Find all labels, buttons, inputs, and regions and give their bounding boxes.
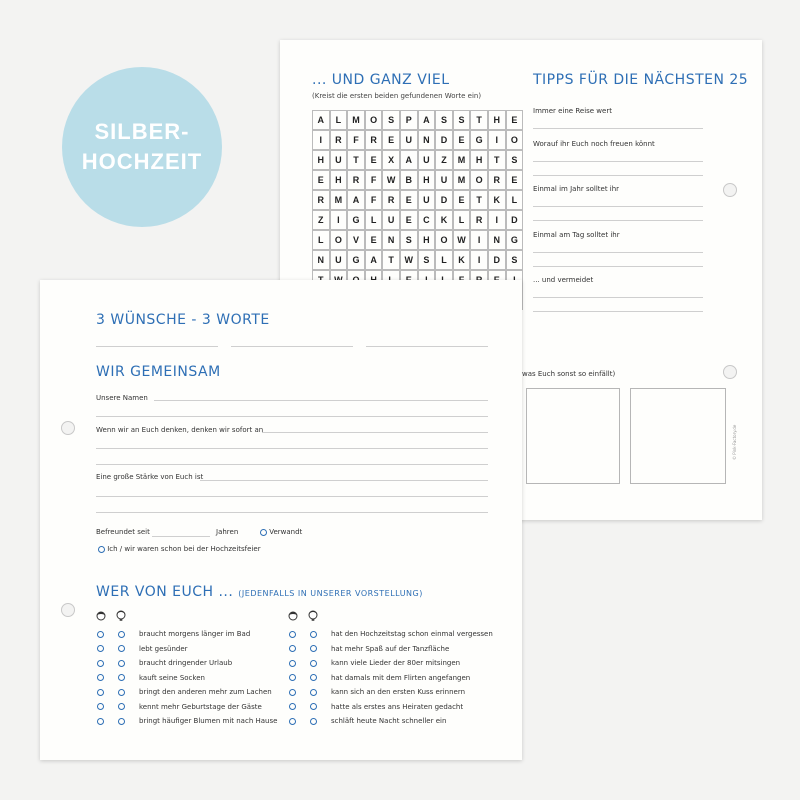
- bride-checkbox[interactable]: [97, 660, 104, 667]
- drawing-box: [526, 388, 620, 484]
- bride-checkbox[interactable]: [289, 674, 296, 681]
- grid-cell[interactable]: K: [453, 250, 471, 270]
- punch-hole: [61, 421, 75, 435]
- tip-item: [533, 185, 703, 221]
- groom-checkbox[interactable]: [118, 689, 125, 696]
- grid-cell[interactable]: L: [506, 190, 524, 210]
- grid-cell[interactable]: W: [400, 250, 418, 270]
- grid-cell[interactable]: R: [347, 170, 365, 190]
- grid-cell[interactable]: H: [470, 150, 488, 170]
- who-item-label: bringt den anderen mehr zum Lachen: [139, 688, 272, 696]
- who-item-label: hat damals mit dem Flirten angefangen: [331, 673, 471, 682]
- grid-cell[interactable]: R: [382, 190, 400, 210]
- tip-label: Einmal am Tag solltet ihr: [533, 231, 620, 239]
- strength-label: Eine große Stärke von Euch ist: [96, 473, 204, 481]
- wedding-option[interactable]: [98, 545, 261, 553]
- grid-cell[interactable]: W: [382, 170, 400, 190]
- grid-cell[interactable]: D: [488, 250, 506, 270]
- friends-years-line[interactable]: [152, 536, 210, 537]
- who-item-label: kann viele Lieder der 80er mitsingen: [331, 659, 461, 667]
- grid-cell[interactable]: E: [400, 210, 418, 230]
- grid-cell[interactable]: I: [488, 130, 506, 150]
- who-item-label: lebt gesünder: [139, 644, 188, 653]
- other-ideas-label: was Euch sonst so einfällt): [522, 370, 616, 378]
- who-title: [96, 584, 423, 600]
- who-item: [97, 717, 277, 725]
- grid-cell[interactable]: A: [418, 110, 436, 130]
- wish-line[interactable]: [96, 346, 218, 347]
- grid-cell[interactable]: O: [330, 230, 348, 250]
- grid-cell[interactable]: G: [347, 210, 365, 230]
- grid-cell[interactable]: L: [330, 110, 348, 130]
- think-line[interactable]: [262, 432, 488, 433]
- friends-label: Befreundet seit: [96, 528, 150, 536]
- who-item-label: kennt mehr Geburtstage der Gäste: [139, 702, 262, 711]
- who-item: [97, 645, 188, 653]
- grid-cell[interactable]: E: [506, 110, 524, 130]
- who-item: [97, 688, 272, 696]
- grid-cell[interactable]: N: [418, 130, 436, 150]
- who-title-text: WER VON EUCH ...: [96, 584, 234, 600]
- grid-cell[interactable]: P: [400, 110, 418, 130]
- grid-cell[interactable]: E: [453, 130, 471, 150]
- grid-cell[interactable]: S: [400, 230, 418, 250]
- groom-checkbox[interactable]: [310, 703, 317, 710]
- bride-checkbox[interactable]: [97, 674, 104, 681]
- grid-cell[interactable]: U: [382, 210, 400, 230]
- grid-cell[interactable]: T: [470, 190, 488, 210]
- front-card: [40, 280, 522, 760]
- bride-checkbox[interactable]: [289, 718, 296, 725]
- wedding-label: Ich / wir waren schon bei der Hochzeitsfeier: [107, 545, 261, 553]
- grid-cell[interactable]: U: [435, 170, 453, 190]
- grid-cell[interactable]: I: [488, 210, 506, 230]
- who-subtitle: (JEDENFALLS IN UNSERER VORSTELLUNG): [238, 589, 423, 598]
- grid-cell[interactable]: S: [435, 110, 453, 130]
- grid-cell[interactable]: T: [470, 110, 488, 130]
- related-option[interactable]: [260, 528, 302, 536]
- bride-checkbox[interactable]: [97, 689, 104, 696]
- grid-cell[interactable]: A: [312, 110, 330, 130]
- grid-cell[interactable]: T: [382, 250, 400, 270]
- groom-checkbox[interactable]: [310, 689, 317, 696]
- who-item-label: bringt häufiger Blumen mit nach Hause: [139, 717, 278, 725]
- grid-cell[interactable]: H: [418, 170, 436, 190]
- grid-cell[interactable]: D: [435, 130, 453, 150]
- who-item: [289, 688, 465, 696]
- grid-cell[interactable]: N: [312, 250, 330, 270]
- bride-icon: [288, 610, 298, 622]
- who-item: [289, 659, 460, 667]
- think-label: Wenn wir an Euch denken, denken wir sofort an: [96, 426, 264, 434]
- grid-cell[interactable]: G: [470, 130, 488, 150]
- grid-cell[interactable]: R: [470, 210, 488, 230]
- grid-cell[interactable]: S: [382, 110, 400, 130]
- grid-cell[interactable]: X: [382, 150, 400, 170]
- groom-checkbox[interactable]: [310, 718, 317, 725]
- groom-checkbox[interactable]: [118, 645, 125, 652]
- groom-icon: [308, 610, 318, 622]
- bride-checkbox[interactable]: [97, 631, 104, 638]
- grid-cell[interactable]: I: [470, 230, 488, 250]
- who-item: [97, 659, 232, 667]
- tip-item: [533, 140, 703, 176]
- who-item-label: hat mehr Spaß auf der Tanzfläche: [331, 644, 450, 653]
- word-search-title: ... UND GANZ VIEL: [312, 72, 450, 88]
- wish-line[interactable]: [366, 346, 488, 347]
- punch-hole: [723, 365, 737, 379]
- grid-cell[interactable]: E: [453, 190, 471, 210]
- grid-cell[interactable]: G: [347, 250, 365, 270]
- grid-cell[interactable]: T: [488, 150, 506, 170]
- who-item: [289, 674, 470, 682]
- who-item: [289, 645, 449, 653]
- grid-cell[interactable]: L: [453, 210, 471, 230]
- grid-cell[interactable]: T: [347, 150, 365, 170]
- groom-checkbox[interactable]: [118, 674, 125, 681]
- names-label: Unsere Namen: [96, 394, 148, 402]
- punch-hole: [61, 603, 75, 617]
- grid-cell[interactable]: U: [330, 150, 348, 170]
- grid-cell[interactable]: D: [435, 190, 453, 210]
- names-line[interactable]: [96, 416, 488, 417]
- wish-line[interactable]: [231, 346, 353, 347]
- grid-cell[interactable]: I: [312, 130, 330, 150]
- punch-hole: [723, 183, 737, 197]
- grid-cell[interactable]: Z: [312, 210, 330, 230]
- names-line[interactable]: [154, 400, 488, 401]
- who-item-label: kauft seine Socken: [139, 673, 205, 682]
- strength-line[interactable]: [96, 512, 488, 513]
- who-item: [289, 630, 493, 638]
- badge-line-2: HOCHZEIT: [81, 149, 203, 174]
- tip-item: [533, 107, 703, 129]
- grid-cell[interactable]: O: [365, 110, 383, 130]
- who-item: [289, 717, 446, 725]
- related-radio[interactable]: [260, 529, 267, 536]
- wishes-title: 3 WÜNSCHE - 3 WORTE: [96, 312, 270, 328]
- together-title: WIR GEMEINSAM: [96, 364, 221, 380]
- groom-checkbox[interactable]: [310, 645, 317, 652]
- grid-cell[interactable]: H: [330, 170, 348, 190]
- grid-cell[interactable]: L: [312, 230, 330, 250]
- grid-cell[interactable]: U: [330, 250, 348, 270]
- grid-cell[interactable]: M: [330, 190, 348, 210]
- bride-checkbox[interactable]: [97, 718, 104, 725]
- who-item-label: braucht morgens länger im Bad: [139, 630, 251, 638]
- wedding-radio[interactable]: [98, 546, 105, 553]
- tip-label: ... und vermeidet: [533, 276, 594, 284]
- grid-cell[interactable]: Z: [435, 150, 453, 170]
- bride-checkbox[interactable]: [289, 689, 296, 696]
- grid-cell[interactable]: I: [330, 210, 348, 230]
- copyright: © Pink-Factory.de: [732, 424, 737, 460]
- grid-cell[interactable]: I: [470, 250, 488, 270]
- grid-cell[interactable]: E: [382, 130, 400, 150]
- grid-cell[interactable]: A: [400, 150, 418, 170]
- grid-cell[interactable]: B: [400, 170, 418, 190]
- grid-cell[interactable]: K: [488, 190, 506, 210]
- tip-label: Einmal im Jahr solltet ihr: [533, 185, 620, 193]
- bride-checkbox[interactable]: [97, 645, 104, 652]
- grid-cell[interactable]: S: [453, 110, 471, 130]
- think-line[interactable]: [96, 448, 488, 449]
- badge-line-1: SILBER-: [94, 119, 190, 144]
- grid-cell[interactable]: O: [470, 170, 488, 190]
- grid-cell[interactable]: H: [488, 110, 506, 130]
- who-item-label: braucht dringender Urlaub: [139, 659, 233, 667]
- grid-cell[interactable]: L: [365, 210, 383, 230]
- groom-checkbox[interactable]: [118, 703, 125, 710]
- grid-cell[interactable]: U: [418, 150, 436, 170]
- word-search-subtitle: (Kreist die ersten beiden gefundenen Worte ein): [312, 92, 482, 100]
- bride-icon: [96, 610, 106, 622]
- grid-cell[interactable]: F: [365, 170, 383, 190]
- who-item: [97, 703, 262, 711]
- tip-label: Immer eine Reise wert: [533, 107, 612, 115]
- bride-checkbox[interactable]: [289, 631, 296, 638]
- who-item-label: hat den Hochzeitstag schon einmal vergessen: [331, 630, 493, 638]
- who-item-label: kann sich an den ersten Kuss erinnern: [331, 688, 466, 696]
- grid-cell[interactable]: R: [312, 190, 330, 210]
- related-label: Verwandt: [269, 528, 303, 536]
- groom-icon: [116, 610, 126, 622]
- grid-cell[interactable]: A: [347, 190, 365, 210]
- who-item: [289, 703, 463, 711]
- bride-checkbox[interactable]: [289, 703, 296, 710]
- groom-checkbox[interactable]: [118, 660, 125, 667]
- grid-cell[interactable]: H: [312, 150, 330, 170]
- grid-cell[interactable]: N: [488, 230, 506, 250]
- grid-cell[interactable]: R: [330, 130, 348, 150]
- who-item-label: hatte als erstes ans Heiraten gedacht: [331, 702, 464, 711]
- grid-cell[interactable]: C: [418, 210, 436, 230]
- silberhochzeit-badge: [62, 67, 222, 227]
- grid-cell[interactable]: F: [365, 190, 383, 210]
- think-line[interactable]: [96, 464, 488, 465]
- grid-cell[interactable]: S: [506, 250, 524, 270]
- who-item: [97, 674, 205, 682]
- bride-checkbox[interactable]: [289, 660, 296, 667]
- grid-cell[interactable]: D: [506, 210, 524, 230]
- groom-checkbox[interactable]: [118, 718, 125, 725]
- grid-cell[interactable]: U: [400, 130, 418, 150]
- grid-cell[interactable]: K: [435, 210, 453, 230]
- tip-item: [533, 276, 703, 312]
- drawing-box: [630, 388, 726, 484]
- grid-cell[interactable]: L: [435, 250, 453, 270]
- grid-cell[interactable]: M: [453, 150, 471, 170]
- grid-cell[interactable]: E: [400, 190, 418, 210]
- grid-cell[interactable]: F: [347, 130, 365, 150]
- grid-cell[interactable]: R: [365, 130, 383, 150]
- grid-cell[interactable]: S: [506, 150, 524, 170]
- grid-cell[interactable]: R: [488, 170, 506, 190]
- grid-cell[interactable]: M: [453, 170, 471, 190]
- groom-checkbox[interactable]: [118, 631, 125, 638]
- bride-checkbox[interactable]: [97, 703, 104, 710]
- grid-cell[interactable]: S: [418, 250, 436, 270]
- tips-title: TIPPS FÜR DIE NÄCHSTEN 25: [533, 72, 749, 88]
- grid-cell[interactable]: H: [418, 230, 436, 250]
- grid-cell[interactable]: W: [453, 230, 471, 250]
- groom-checkbox[interactable]: [310, 660, 317, 667]
- groom-checkbox[interactable]: [310, 674, 317, 681]
- grid-cell[interactable]: V: [347, 230, 365, 250]
- strength-line[interactable]: [200, 480, 488, 481]
- who-item: [97, 630, 250, 638]
- grid-cell[interactable]: U: [418, 190, 436, 210]
- grid-cell[interactable]: O: [506, 130, 524, 150]
- grid-cell[interactable]: O: [435, 230, 453, 250]
- grid-cell[interactable]: E: [312, 170, 330, 190]
- tip-item: [533, 231, 703, 267]
- who-item-label: schläft heute Nacht schneller ein: [331, 717, 447, 725]
- years-label: Jahren: [216, 528, 239, 536]
- grid-cell[interactable]: E: [506, 170, 524, 190]
- grid-cell[interactable]: E: [365, 230, 383, 250]
- grid-cell[interactable]: N: [382, 230, 400, 250]
- grid-cell[interactable]: M: [347, 110, 365, 130]
- wish-lines: [96, 346, 488, 347]
- groom-checkbox[interactable]: [310, 631, 317, 638]
- strength-line[interactable]: [96, 496, 488, 497]
- bride-checkbox[interactable]: [289, 645, 296, 652]
- grid-cell[interactable]: G: [506, 230, 524, 250]
- grid-cell[interactable]: A: [365, 250, 383, 270]
- grid-cell[interactable]: E: [365, 150, 383, 170]
- tip-label: Worauf ihr Euch noch freuen könnt: [533, 140, 655, 148]
